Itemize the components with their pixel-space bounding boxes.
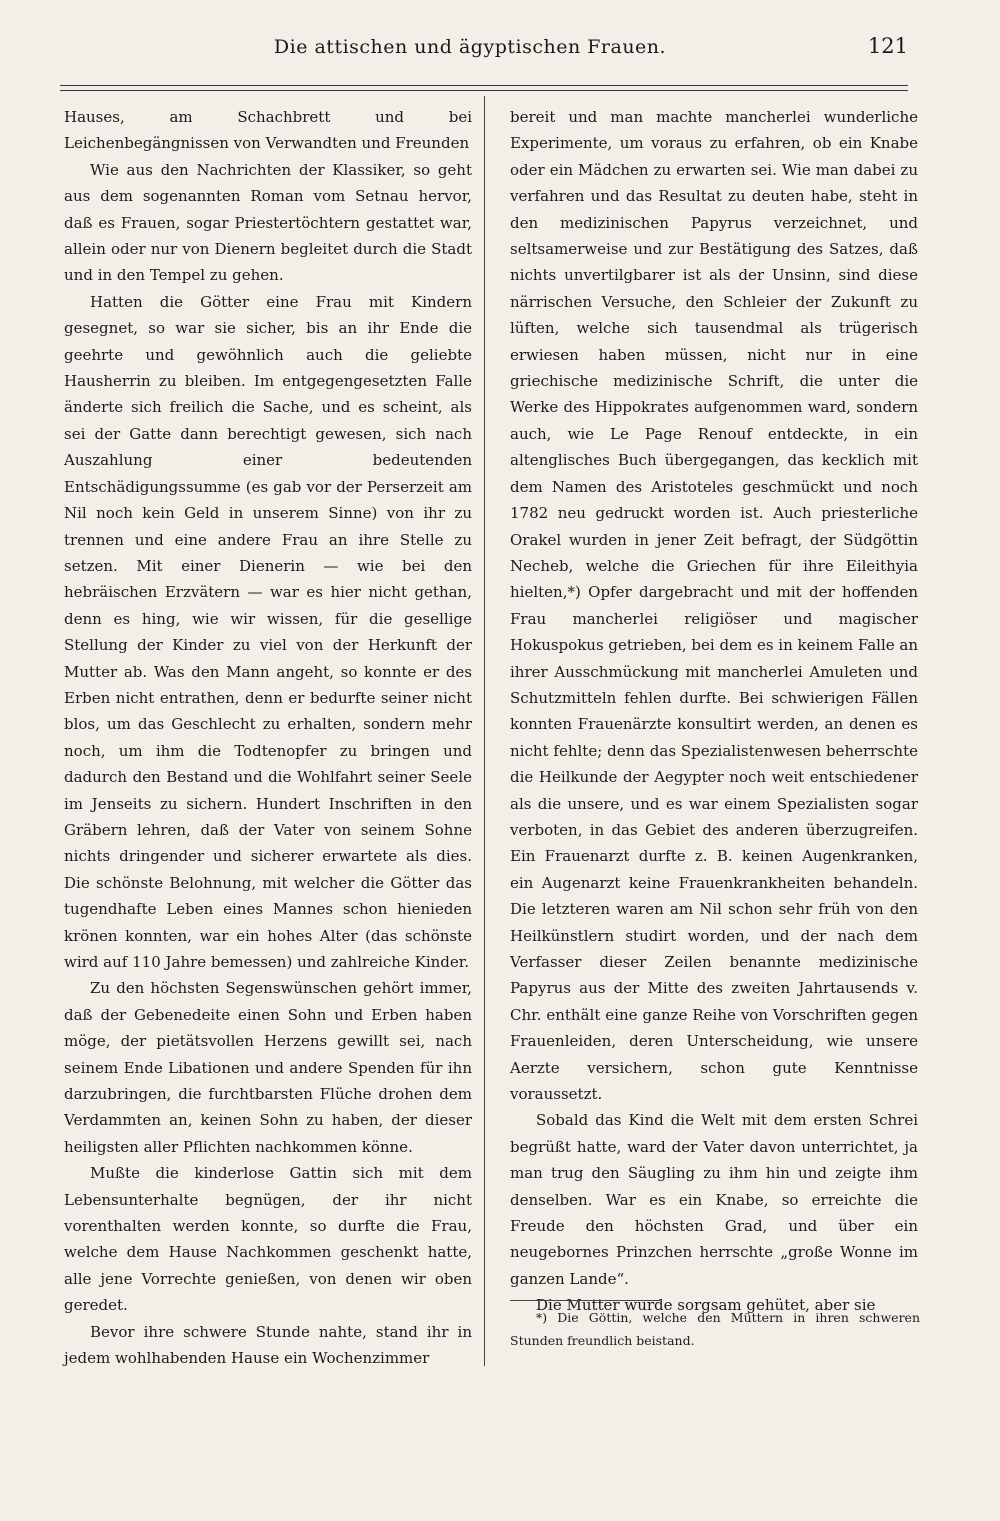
paragraph: Hatten die Götter eine Frau mit Kindern gesegnet, so war sie sicher, bis an ihr Ende die geehrte und gewöhnlich auch die geliebte Hausherrin zu bleiben. Im entgegengesetzten Falle änderte sich freilich die Sache, und es scheint, als sei der Gatte dann berechtigt gewesen, sich nach Auszahlung einer bedeutenden Entschädigungssumme (es gab vor der Perserzeit am Nil noch kein Geld in unserem Sinne) von ihr zu trennen und eine andere Frau an ihre Stelle zu setzen. Mit einer Dienerin — wie bei den hebräischen Erzvätern — war es hier nicht gethan, denn es hing, wie wir wissen, für die gesellige Stellung der Kinder zu viel von der Herkunft der Mutter ab. Was den Mann angeht, so konnte er des Erben nicht entrathen, denn er bedurfte seiner nicht blos, um das Geschlecht zu erhalten, sondern mehr noch, um ihm die Todtenopfer zu bringen und dadurch den Bestand und die Wohlfahrt seiner Seele im Jenseits zu sichern. Hundert Inschriften in den Gräbern lehren, daß der Vater von seinem Sohne nichts dringender und sicherer erwartete als dies. Die schönste Belohnung, mit welcher die Götter das tugendhafte Leben eines Mannes schon hienieden krönen konnten, war ein hohes Alter (das schönste wird auf 110 Jahre bemessen) und zahlreiche Kinder. xyxy=(64,292,472,971)
paragraph: Die Mutter wurde sorgsam gehütet, aber sie xyxy=(536,1296,876,1315)
paragraph: Wie aus den Nachrichten der Klassiker, so geht aus dem sogenannten Roman vom Setnau hervor, daß es Frauen, sogar Priestertöchtern gestattet war, allein oder nur von Dienern begleitet durch die Stadt und in den Tempel zu gehen. xyxy=(64,160,472,285)
paragraph: Hauses, am Schachbrett und bei Leichenbegängnissen von Verwandten und Freunden xyxy=(64,108,472,153)
column-divider xyxy=(484,96,485,1366)
header-rule xyxy=(60,85,908,91)
running-header: Die attischen und ägyptischen Frauen. xyxy=(273,36,667,58)
left-column xyxy=(64,104,472,1372)
footnote-rule xyxy=(510,1300,660,1301)
page-number: 121 xyxy=(867,34,908,58)
paragraph: Sobald das Kind die Welt mit dem ersten Schrei begrüßt hatte, ward der Vater davon unterrichtet, ja man trug den Säugling zu ihm hin und zeigte ihm denselben. War es ein Knabe, so erreichte die Freude den höchsten Grad, und über ein neugebornes Prinzchen herrschte „große Wonne im ganzen Lande“. xyxy=(510,1111,918,1288)
paragraph: bereit und man machte mancherlei wunderliche Experimente, um voraus zu erfahren, ob ein Knabe oder ein Mädchen zu erwarten sei. Wie man dabei zu verfahren und das Resultat zu deuten habe, steht in den medizinischen Papyrus verzeichnet, und seltsamerweise und zur Bestätigung des Satzes, daß nichts unvertilgbarer ist als der Unsinn, sind diese närrischen Versuche, den Schleier der Zukunft zu lüften, welche sich tausendmal als trügerisch erwiesen haben müssen, nicht nur in eine griechische medizinische Schrift, die unter die Werke des Hippokrates aufgenommen ward, sondern auch, wie Le Page Renouf entdeckte, in ein altenglisches Buch übergegangen, das kecklich mit dem Namen des Aristoteles geschmückt und noch 1782 neu gedruckt worden ist. Auch priesterliche Orakel wurden in jener Zeit befragt, der Südgöttin Necheb, welche die Griechen für ihre Eileithyia hielten,*) Opfer dargebracht und mit der hoffenden Frau mancherlei religiöser und magischer Hokuspokus getrieben, bei dem es in keinem Falle an ihrer Ausschmückung mit mancherlei Amuleten und Schutzmitteln fehlen durfte. Bei schwierigen Fällen konnten Frauenärzte konsultirt werden, an denen es nicht fehlte; denn das Spezialistenwesen beherrschte die Heilkunde der Aegypter noch weit entschiedener als die unsere, und es war einem Spezialisten sogar verboten, in das Gebiet des anderen überzugreifen. Ein Frauenarzt durfte z. B. keinen Augenkranken, ein Augenarzt keine Frauenkrankheiten behandeln. Die letzteren waren am Nil schon sehr früh von den Heilkünstlern studirt worden, und der nach dem Verfasser dieser Zeilen benannte medizinische Papyrus aus der Mitte des zweiten Jahrtausends v. Chr. enthält eine ganze Reihe von Vorschriften gegen Frauenleiden, deren Unterscheidung, wie unsere Aerzte versichern, schon gute Kenntnisse voraussetzt. xyxy=(510,108,918,1104)
paragraph: Mußte die kinderlose Gattin sich mit dem Lebensunterhalte begnügen, der ihr nicht vorenthalten werden konnte, so durfte die Frau, welche dem Hause Nachkommen geschenkt hatte, alle jene Vorrechte genießen, von denen wir oben geredet. xyxy=(64,1164,472,1315)
paragraph: Bevor ihre schwere Stunde nahte, stand ihr in jedem wohlhabenden Hause ein Wochenzimmer xyxy=(64,1322,472,1368)
paragraph: Zu den höchsten Segenswünschen gehört immer, daß der Gebenedeite einen Sohn und Erben haben möge, der pietätsvollen Herzens gewillt sei, nach seinem Ende Libationen und andere Spenden für ihn darzubringen, die furchtbarsten Flüche drohen dem Verdammten an, keinen Sohn zu haben, der dieser heiligsten aller Pflichten nachkommen könne. xyxy=(64,979,472,1156)
right-column xyxy=(510,104,918,1319)
footnote: *) Die Göttin, welche den Müttern in ihren schweren Stunden freundlich beistand. xyxy=(510,1310,920,1348)
